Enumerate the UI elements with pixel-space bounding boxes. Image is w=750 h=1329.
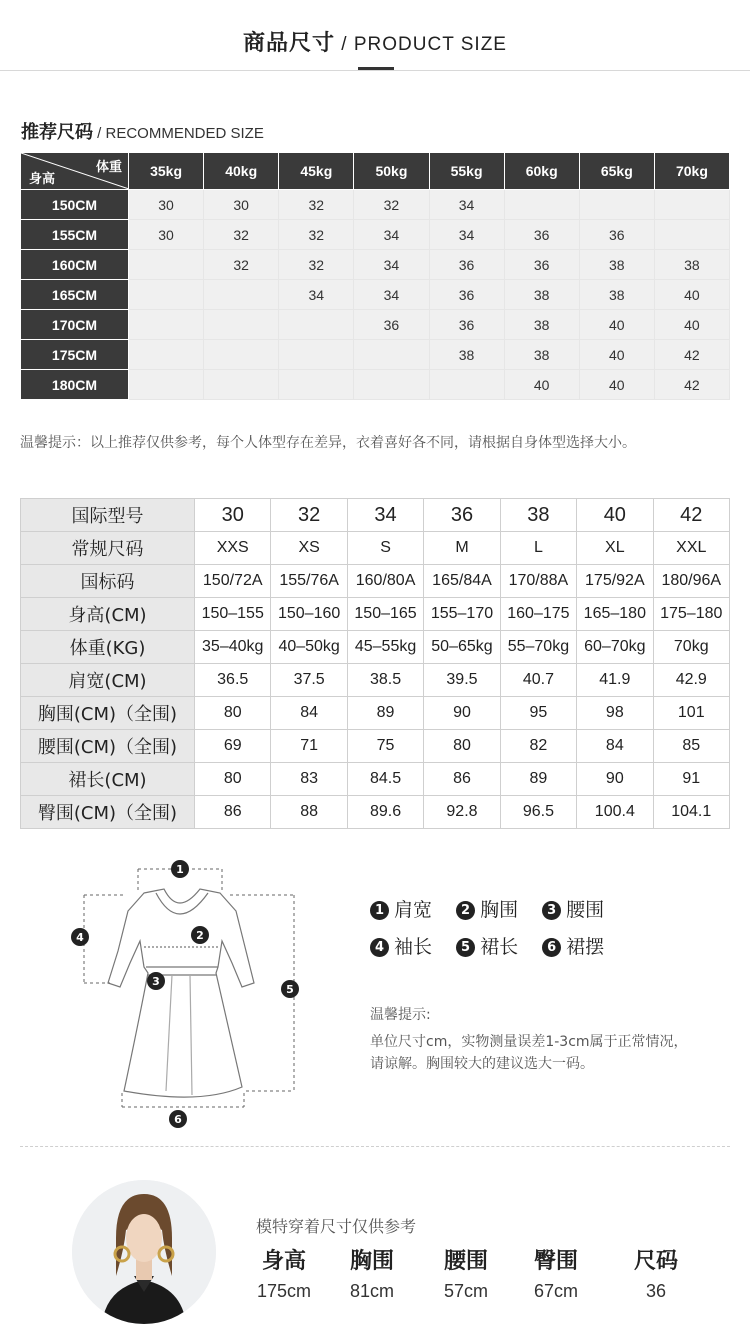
size-chart-cell: 88	[271, 796, 347, 829]
legend-item	[542, 932, 604, 959]
page-title-cn: 商品尺寸	[243, 31, 336, 56]
size-chart-cell: 40.7	[500, 664, 576, 697]
corner-height-label: 身高	[29, 172, 56, 187]
recommended-size-cell: 32	[279, 190, 354, 220]
recommended-size-cell	[204, 310, 279, 340]
size-chart-cell: 35–40kg	[195, 631, 271, 664]
legend-item	[456, 932, 518, 959]
recommended-size-cell: 38	[579, 280, 654, 310]
legend-item	[370, 895, 432, 922]
size-chart-row	[21, 664, 730, 697]
size-chart-cell: 160/80A	[347, 565, 423, 598]
model-stat-hip	[516, 1244, 596, 1302]
recommended-size-cell: 34	[279, 280, 354, 310]
size-chart-cell: 70kg	[653, 631, 729, 664]
model-stat-value: 57cm	[443, 1281, 488, 1301]
recommended-size-cell: 34	[429, 220, 504, 250]
size-chart-cell: 50–65kg	[424, 631, 500, 664]
size-chart-cell: 104.1	[653, 796, 729, 829]
size-chart-cell: 80	[195, 697, 271, 730]
model-stat-bust	[332, 1244, 412, 1302]
size-chart-row	[21, 631, 730, 664]
size-chart-row	[21, 796, 730, 829]
model-stat-key: 胸围	[349, 1249, 394, 1274]
recommended-row	[21, 340, 730, 370]
recommended-size-cell: 32	[279, 250, 354, 280]
recommended-size-cell	[504, 190, 579, 220]
size-chart-cell: 150–165	[347, 598, 423, 631]
legend-number: 1	[370, 901, 389, 920]
height-row-header: 180CM	[21, 370, 129, 400]
size-chart-cell: 40–50kg	[271, 631, 347, 664]
size-chart-cell: 165/84A	[424, 565, 500, 598]
model-stat-value: 67cm	[533, 1281, 578, 1301]
size-chart-cell: 40	[577, 499, 653, 532]
size-chart-cell: 175–180	[653, 598, 729, 631]
recommended-size-cell: 30	[129, 190, 204, 220]
size-chart-cell: 75	[347, 730, 423, 763]
size-chart-cell: 32	[271, 499, 347, 532]
recommended-size-cell: 36	[429, 280, 504, 310]
model-stat-key: 臀围	[533, 1249, 578, 1274]
recommended-size-cell: 38	[429, 340, 504, 370]
size-chart-cell: 83	[271, 763, 347, 796]
size-chart-row-label: 腰围(CM)（全围)	[21, 730, 195, 763]
svg-text:2: 2	[196, 929, 204, 942]
height-row-header: 160CM	[21, 250, 129, 280]
recommended-size-cell	[204, 340, 279, 370]
recommended-size-cell	[129, 310, 204, 340]
size-chart-cell: 80	[195, 763, 271, 796]
neckline	[156, 893, 208, 914]
recommended-title-en: / RECOMMENDED SIZE	[93, 125, 264, 142]
weight-header: 40kg	[204, 153, 279, 190]
size-chart-cell: 90	[424, 697, 500, 730]
size-chart-cell: 38	[500, 499, 576, 532]
recommended-size-cell: 36	[579, 220, 654, 250]
model-stat-waist	[426, 1244, 506, 1302]
model-stat-height	[244, 1244, 324, 1302]
marker-2	[191, 926, 209, 944]
legend-label: 腰围	[566, 899, 605, 921]
legend-number: 5	[456, 938, 475, 957]
recommended-size-cell: 38	[579, 250, 654, 280]
model-stat-value: 36	[645, 1281, 667, 1301]
size-chart-cell: 39.5	[424, 664, 500, 697]
model-stat-key: 腰围	[443, 1249, 488, 1274]
size-chart-cell: 36	[424, 499, 500, 532]
recommended-size-cell	[429, 370, 504, 400]
size-chart-cell: 89	[500, 763, 576, 796]
size-chart-cell: 150/72A	[195, 565, 271, 598]
marker-6	[169, 1110, 187, 1128]
height-row-header: 155CM	[21, 220, 129, 250]
size-chart-cell: 71	[271, 730, 347, 763]
svg-text:3: 3	[152, 975, 160, 988]
legend-number: 2	[456, 901, 475, 920]
size-chart-cell: 90	[577, 763, 653, 796]
recommended-size-cell: 32	[279, 220, 354, 250]
size-chart-cell: 37.5	[271, 664, 347, 697]
size-chart-row	[21, 730, 730, 763]
recommended-row	[21, 310, 730, 340]
legend-label: 裙长	[480, 936, 519, 958]
size-chart-cell: S	[347, 532, 423, 565]
recommended-size-cell: 38	[504, 280, 579, 310]
recommended-size-cell	[579, 190, 654, 220]
recommended-row	[21, 280, 730, 310]
recommended-size-cell: 38	[504, 310, 579, 340]
size-chart-table	[20, 498, 730, 829]
size-chart-cell: 85	[653, 730, 729, 763]
model-stat-size	[616, 1244, 696, 1302]
legend-label: 胸围	[480, 899, 519, 921]
size-chart-cell: 30	[195, 499, 271, 532]
size-chart-cell: 42	[653, 499, 729, 532]
corner-weight-label: 体重	[95, 160, 122, 175]
size-chart-cell: 89.6	[347, 796, 423, 829]
legend-item	[542, 895, 604, 922]
recommended-size-cell: 32	[204, 220, 279, 250]
weight-header: 35kg	[129, 153, 204, 190]
size-chart-cell: M	[424, 532, 500, 565]
recommended-size-cell: 36	[504, 220, 579, 250]
size-chart-cell: 86	[195, 796, 271, 829]
svg-text:6: 6	[174, 1113, 182, 1126]
size-chart-cell: 89	[347, 697, 423, 730]
size-chart-cell: 160–175	[500, 598, 576, 631]
recommended-size-cell: 40	[654, 280, 729, 310]
height-row-header: 175CM	[21, 340, 129, 370]
size-chart-cell: 180/96A	[653, 565, 729, 598]
measurement-note-body: 单位尺寸cm，实物测量误差1-3cm属于正常情况，请谅解。胸围较大的建议选大一码。	[370, 1034, 688, 1072]
recommended-size-cell	[279, 310, 354, 340]
size-chart-cell: 45–55kg	[347, 631, 423, 664]
legend-item	[456, 895, 518, 922]
size-chart-row	[21, 499, 730, 532]
recommended-row	[21, 220, 730, 250]
size-chart-cell: 165–180	[577, 598, 653, 631]
title-underline	[358, 67, 394, 70]
height-row-header: 165CM	[21, 280, 129, 310]
size-chart-cell: 41.9	[577, 664, 653, 697]
recommended-size-cell: 40	[654, 310, 729, 340]
size-chart-cell: 150–155	[195, 598, 271, 631]
table-corner	[21, 153, 129, 190]
recommended-size-cell	[129, 250, 204, 280]
recommended-size-table	[20, 152, 730, 400]
recommended-size-cell	[129, 370, 204, 400]
recommended-size-cell: 30	[204, 190, 279, 220]
recommended-size-cell: 32	[354, 190, 429, 220]
size-chart-row	[21, 532, 730, 565]
recommended-size-cell	[204, 370, 279, 400]
size-chart-cell: 69	[195, 730, 271, 763]
dress-measurement-diagram	[60, 855, 330, 1135]
legend-number: 6	[542, 938, 561, 957]
recommended-row	[21, 370, 730, 400]
recommended-row	[21, 250, 730, 280]
page-title-en: / PRODUCT SIZE	[335, 34, 507, 55]
svg-text:5: 5	[286, 983, 294, 996]
recommendation-tip: 温馨提示：以上推荐仅供参考，每个人体型存在差异，衣着喜好各不同，请根据自身体型选择大小。	[20, 435, 636, 451]
model-reference-caption: 模特穿着尺寸仅供参考	[256, 1217, 417, 1236]
model-avatar-icon	[72, 1180, 216, 1324]
recommended-size-title	[21, 118, 264, 144]
recommended-size-cell	[354, 340, 429, 370]
size-chart-cell: 150–160	[271, 598, 347, 631]
recommended-size-cell	[279, 370, 354, 400]
recommended-title-cn: 推荐尺码	[21, 122, 93, 143]
measurement-note-title: 温馨提示:	[370, 1007, 431, 1023]
size-chart-row-label: 国际型号	[21, 499, 195, 532]
size-chart-row	[21, 763, 730, 796]
size-chart-row-label: 肩宽(CM)	[21, 664, 195, 697]
size-chart-cell: 60–70kg	[577, 631, 653, 664]
recommended-size-cell: 36	[429, 310, 504, 340]
size-chart-cell: 92.8	[424, 796, 500, 829]
marker-3	[147, 972, 165, 990]
size-chart-cell: 84	[577, 730, 653, 763]
model-stat-value: 81cm	[349, 1281, 394, 1301]
size-chart-cell: XL	[577, 532, 653, 565]
size-chart-cell: 170/88A	[500, 565, 576, 598]
size-chart-row	[21, 598, 730, 631]
legend-label: 裙摆	[566, 936, 605, 958]
height-row-header: 150CM	[21, 190, 129, 220]
size-chart-cell: 175/92A	[577, 565, 653, 598]
size-chart-cell: 34	[347, 499, 423, 532]
size-chart-row-label: 胸围(CM)（全围)	[21, 697, 195, 730]
size-chart-cell: 36.5	[195, 664, 271, 697]
model-photo	[72, 1180, 216, 1324]
size-chart-cell: XXL	[653, 532, 729, 565]
recommended-size-cell	[129, 280, 204, 310]
recommended-size-cell	[654, 220, 729, 250]
model-stat-value: 175cm	[256, 1281, 312, 1301]
recommended-row	[21, 190, 730, 220]
recommended-size-cell: 40	[579, 370, 654, 400]
size-chart-cell: 98	[577, 697, 653, 730]
legend-label: 袖长	[394, 936, 433, 958]
size-chart-row-label: 臀围(CM)（全围)	[21, 796, 195, 829]
size-chart-cell: L	[500, 532, 576, 565]
size-chart-row-label: 国标码	[21, 565, 195, 598]
recommended-size-cell: 40	[504, 370, 579, 400]
marker-4	[71, 928, 89, 946]
weight-header: 55kg	[429, 153, 504, 190]
svg-text:4: 4	[76, 931, 84, 944]
size-chart-cell: 91	[653, 763, 729, 796]
size-chart-cell: 86	[424, 763, 500, 796]
recommended-size-cell	[354, 370, 429, 400]
size-chart-cell: 38.5	[347, 664, 423, 697]
page-title	[0, 26, 750, 57]
recommended-size-cell: 40	[579, 310, 654, 340]
model-stat-key: 尺码	[633, 1249, 678, 1274]
recommended-size-cell: 34	[429, 190, 504, 220]
size-chart-cell: 82	[500, 730, 576, 763]
recommended-size-cell: 34	[354, 250, 429, 280]
weight-header: 60kg	[504, 153, 579, 190]
size-chart-cell: 80	[424, 730, 500, 763]
recommended-size-cell: 34	[354, 280, 429, 310]
size-chart-cell: 101	[653, 697, 729, 730]
size-chart-cell: 155/76A	[271, 565, 347, 598]
size-chart-cell: 95	[500, 697, 576, 730]
size-chart-cell: 96.5	[500, 796, 576, 829]
weight-header-row	[21, 153, 730, 190]
size-chart-cell: 84	[271, 697, 347, 730]
size-chart-cell: 42.9	[653, 664, 729, 697]
model-stat-key: 身高	[261, 1249, 306, 1274]
svg-text:1: 1	[176, 863, 184, 876]
size-chart-row-label: 常规尺码	[21, 532, 195, 565]
size-chart-cell: XXS	[195, 532, 271, 565]
size-chart-row-label: 裙长(CM)	[21, 763, 195, 796]
recommended-size-cell: 36	[504, 250, 579, 280]
size-chart-cell: 84.5	[347, 763, 423, 796]
page-header	[0, 0, 750, 71]
recommended-size-cell: 32	[204, 250, 279, 280]
recommended-size-cell: 42	[654, 340, 729, 370]
legend-item	[370, 932, 432, 959]
size-chart-row	[21, 697, 730, 730]
recommended-size-cell: 38	[654, 250, 729, 280]
size-chart-cell: 155–170	[424, 598, 500, 631]
dress-outline	[108, 889, 254, 1097]
recommended-size-cell: 38	[504, 340, 579, 370]
legend-label: 肩宽	[394, 899, 433, 921]
weight-header: 65kg	[579, 153, 654, 190]
size-chart-row	[21, 565, 730, 598]
recommended-size-cell	[279, 340, 354, 370]
recommended-size-cell: 42	[654, 370, 729, 400]
recommended-size-cell: 36	[429, 250, 504, 280]
recommended-size-cell	[129, 340, 204, 370]
height-row-header: 170CM	[21, 310, 129, 340]
diagram-legend	[370, 895, 622, 969]
legend-number: 4	[370, 938, 389, 957]
section-divider	[20, 1146, 730, 1147]
size-chart-row-label: 体重(KG)	[21, 631, 195, 664]
size-chart-row-label: 身高(CM)	[21, 598, 195, 631]
weight-header: 45kg	[279, 153, 354, 190]
recommended-size-cell	[654, 190, 729, 220]
recommended-size-cell: 40	[579, 340, 654, 370]
weight-header: 50kg	[354, 153, 429, 190]
weight-header: 70kg	[654, 153, 729, 190]
recommended-size-cell: 36	[354, 310, 429, 340]
size-chart-cell: 55–70kg	[500, 631, 576, 664]
marker-5	[281, 980, 299, 998]
recommended-size-cell	[204, 280, 279, 310]
recommended-size-cell: 34	[354, 220, 429, 250]
marker-1	[171, 860, 189, 878]
legend-number: 3	[542, 901, 561, 920]
recommended-size-cell: 30	[129, 220, 204, 250]
size-chart-cell: XS	[271, 532, 347, 565]
size-chart-cell: 100.4	[577, 796, 653, 829]
